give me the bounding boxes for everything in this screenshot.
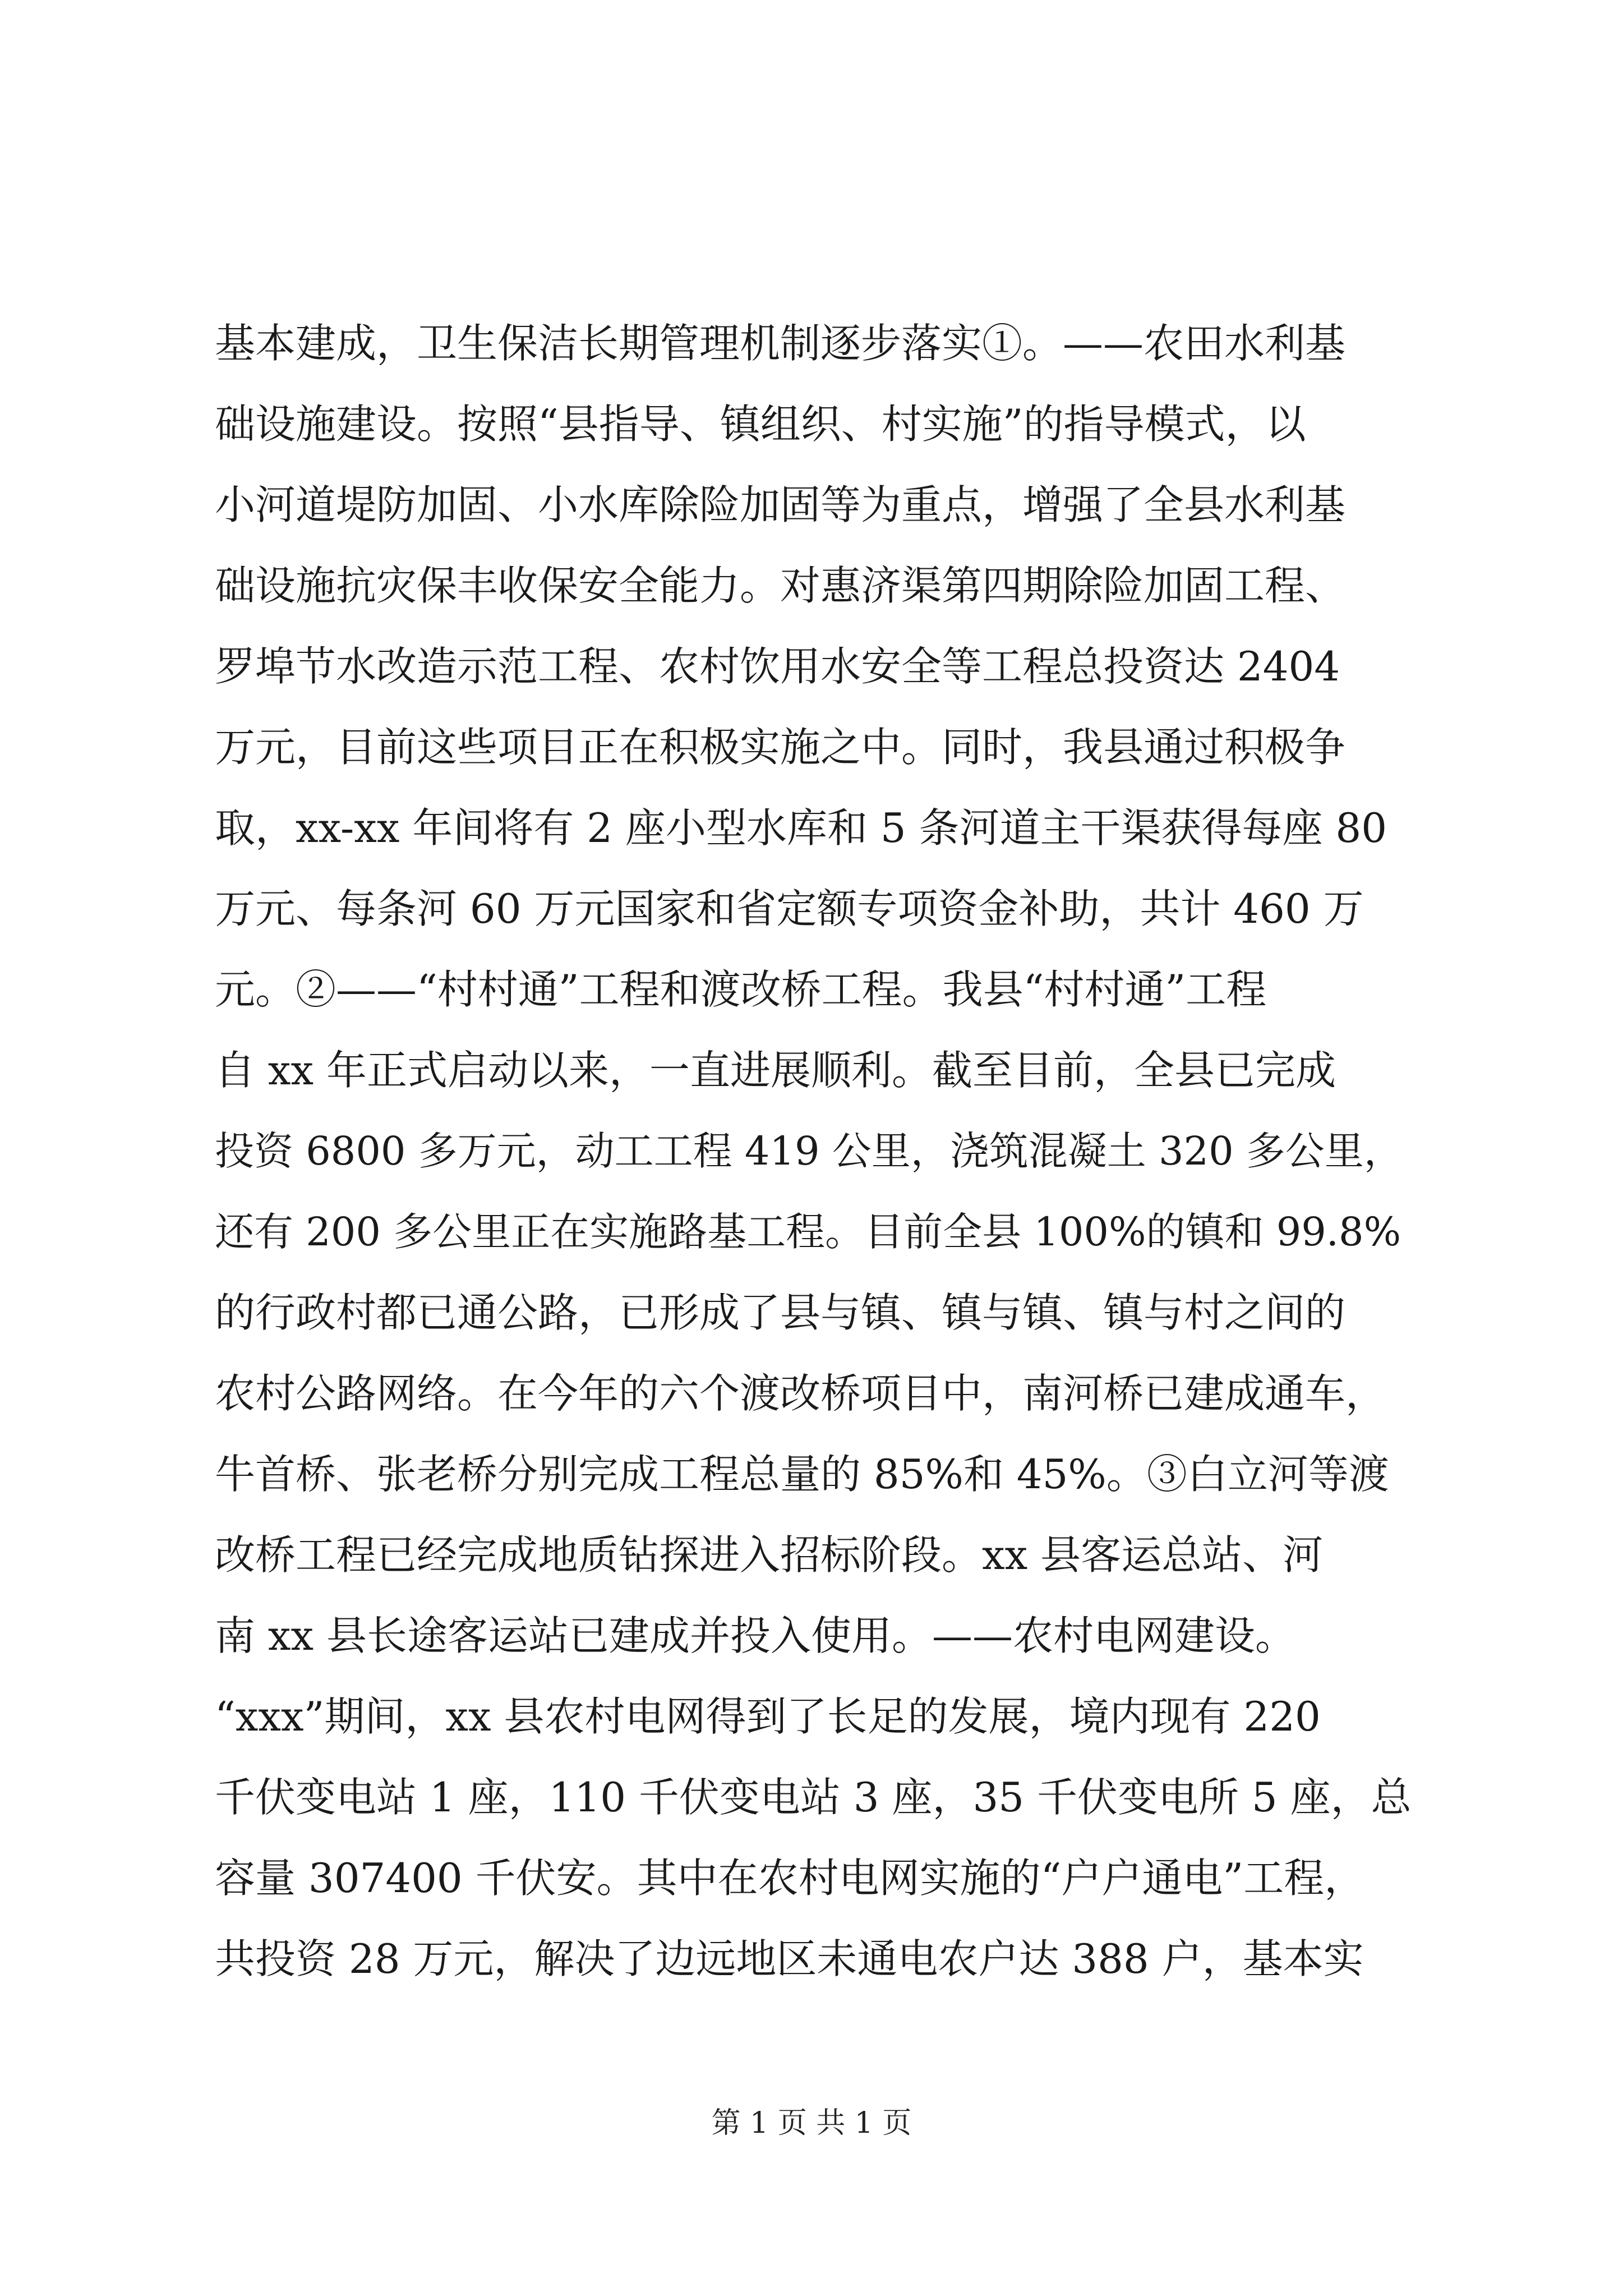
text-line: 千伏变电站 1 座，110 千伏变电站 3 座，35 千伏变电所 5 座，总 [215,1774,1412,1821]
text-line: 共投资 28 万元，解决了边远地区未通电农户达 388 户，基本实 [215,1935,1364,1982]
text-line: 万元，目前这些项目正在积极实施之中。同时，我县通过积极争 [215,724,1346,771]
text-line: 改桥工程已经完成地质钻探进入招标阶段。xx 县客运总站、河 [215,1531,1324,1579]
text-line: 小河道堤防加固、小水库除险加固等为重点，增强了全县水利基 [215,481,1346,528]
body-text [215,303,1412,1999]
text-line: 取，xx-xx 年间将有 2 座小型水库和 5 条河道主干渠获得每座 80 [215,804,1387,852]
text-line: 南 xx 县长途客运站已建成并投入使用。——农村电网建设。 [215,1612,1295,1659]
text-line: 还有 200 多公里正在实施路基工程。目前全县 100%的镇和 99.8% [215,1209,1401,1255]
text-line: 元。②——“村村通”工程和渡改桥工程。我县“村村通”工程 [215,966,1267,1013]
text-line: 罗埠节水改造示范工程、农村饮用水安全等工程总投资达 2404 [215,643,1340,690]
text-line: 础设施建设。按照“县指导、镇组织、村实施”的指导模式，以 [215,401,1306,448]
text-line: “xxx”期间，xx 县农村电网得到了长足的发展，境内现有 220 [215,1693,1321,1740]
text-line: 万元、每条河 60 万元国家和省定额专项资金补助，共计 460 万 [215,885,1364,932]
text-line: 容量 307400 千伏安。其中在农村电网实施的“户户通电”工程， [215,1855,1365,1902]
text-line: 基本建成，卫生保洁长期管理机制逐步落实①。——农田水利基 [215,320,1346,367]
text-line: 的行政村都已通公路，已形成了县与镇、镇与镇、镇与村之间的 [215,1289,1346,1336]
text-line: 础设施抗灾保丰收保安全能力。对惠济渠第四期除险加固工程、 [215,562,1346,609]
text-line: 投资 6800 多万元，动工工程 419 公里，浇筑混凝土 320 多公里， [215,1128,1403,1174]
page-footer [0,2104,1623,2143]
page-number-label: 第 1 页 共 1 页 [711,2106,912,2140]
text-line: 牛首桥、张老桥分别完成工程总量的 85%和 45%。③白立河等渡 [215,1451,1389,1498]
text-line: 农村公路网络。在今年的六个渡改桥项目中，南河桥已建成通车， [215,1370,1386,1417]
text-line: 自 xx 年正式启动以来，一直进展顺利。截至目前，全县已完成 [215,1047,1336,1094]
